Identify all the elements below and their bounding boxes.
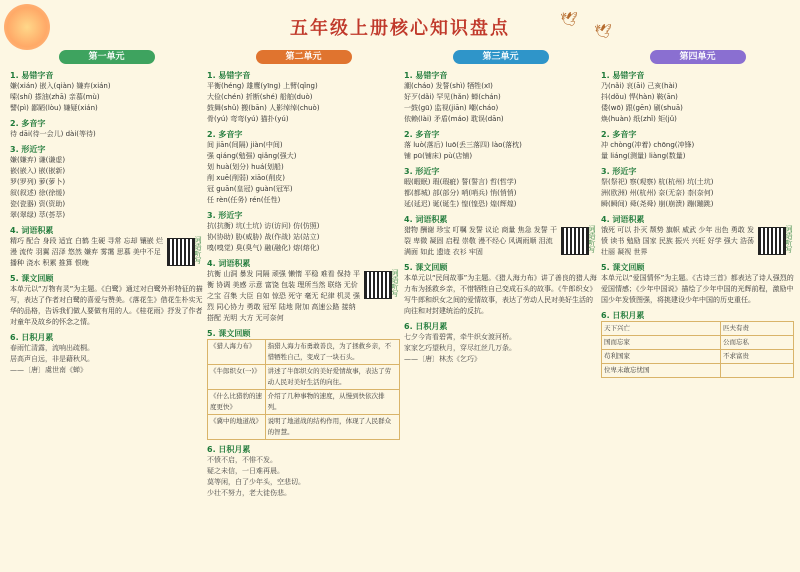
- similar-chars: 暇(暇眠) 瑕(瑕疵): [404, 178, 460, 186]
- word-list: [404, 225, 597, 258]
- table-cell: 国而忘家: [602, 336, 721, 350]
- section-title: 3. 形近字: [404, 167, 440, 176]
- section-title: 3. 形近字: [10, 145, 46, 154]
- lesson-review: 本单元以“爱国情怀”为主题。《古诗三首》都表达了诗人强烈的爱国情感；《少年中国说》描绘了少年中国的光辉前程，激励中国少年发愤图强，将挑建设少年中国的历史重任。: [601, 274, 794, 304]
- pinyin-item: 跟(gēn): [625, 104, 652, 112]
- unit1-column: [10, 50, 203, 568]
- pinyin-item: 蝉(chán): [471, 93, 501, 101]
- pinyin-item: 弯弯(yú): [230, 115, 259, 123]
- table-cell: 匹夫有责: [720, 322, 793, 336]
- table-cell: 《牛郎织女(一)》: [208, 365, 266, 390]
- similar-chars: 崩(崩溃) 蹦(蹦跳): [658, 200, 714, 208]
- pinyin-item: 矩(jǔ): [658, 115, 677, 123]
- section-title: 1. 易错字音: [601, 71, 645, 80]
- unit2-column: [207, 50, 400, 568]
- pinyin-item: 己亥(hài): [647, 82, 678, 90]
- table-cell: [720, 364, 793, 378]
- unit2-title: 第二单元: [256, 50, 352, 64]
- pinyin-item: 折断(shé): [245, 93, 278, 101]
- review-table: [207, 339, 400, 440]
- poem-line: 不愤不启，不悱不发。: [207, 456, 277, 464]
- lesson-review: 本单元以“万物有灵”为主题。《白鹭》通过对白鹭外形特征的描写，表达了作者对白鹭的喜爱与赞美。《落花生》借花生朴实无华的品格，告诉我们做人要做有用的人。《桂花雨》抒发了作者对童年及故乡的怀念之情。: [10, 285, 203, 326]
- table-row: [602, 364, 794, 378]
- vocabulary: 猎物 酬谢 珍宝 叮嘱 发誓 议论 商量 焦急 发誓 干裂 卑微 凝固 启程 崇敬 漫不经心 风调雨顺 泪流满面 如此 遗迹 衣衫 牢固: [404, 226, 558, 256]
- polyphone: 落 luò(落后) luō(丢三落四) lào(落枕): [404, 141, 522, 149]
- table-row: [208, 365, 400, 390]
- table-cell: 指猎人海力布勇敢善良，为了拯救乡亲，不惜牺牲自己，变成了一块石头。: [265, 340, 399, 365]
- pinyin-item: 依赖(lài): [404, 115, 432, 123]
- bird-icon: 🕊: [594, 24, 612, 40]
- unit3-title: 第三单元: [453, 50, 549, 64]
- table-cell: 苟利国家: [602, 350, 721, 364]
- pinyin-item: 嫌(xián): [10, 82, 38, 90]
- similar-chars: 誓(誓言) 哲(哲学): [461, 178, 517, 186]
- section-title: 1. 易错字音: [404, 71, 448, 80]
- table-cell: 不求富贵: [720, 350, 793, 364]
- polyphone: 间 jiān(间隔) jiàn(中间): [207, 141, 283, 149]
- pinyin-item: 刷(shuā): [653, 104, 683, 112]
- qr-code[interactable]: [167, 238, 195, 266]
- polyphone: 冲 chòng(冲着) chōng(冲锋): [601, 141, 695, 149]
- pinyin-item: 搽油(zhā): [34, 93, 67, 101]
- unit4-column: [601, 50, 794, 568]
- pinyin-item: 鼓舞(shǔ): [207, 104, 239, 112]
- pinyin-item: 亲慕(mù): [68, 93, 100, 101]
- similar-chars: 杭(杭州) 坑(土坑): [658, 178, 714, 186]
- section-title: 5. 课文回顾: [10, 274, 54, 283]
- pinyin-item: 嘲(cháo): [468, 104, 499, 112]
- section-title: 3. 形近字: [207, 211, 243, 220]
- similar-chars: 战(作战) 站(站立): [264, 233, 320, 241]
- word-list: [601, 225, 794, 258]
- section-title: 4. 词语积累: [404, 215, 448, 224]
- similar-chars: 罗(罗列) 萝(萝卜): [10, 178, 66, 186]
- table-row: [208, 340, 400, 365]
- section-title: 1. 易错字音: [10, 71, 54, 80]
- table-cell: 说明了地道战的结构作用，体现了人民群众的智慧。: [265, 415, 399, 440]
- similar-chars: 嫌(嫌弃) 谦(谦虚): [10, 156, 66, 164]
- pinyin-item: 乃(nǎi): [601, 82, 625, 90]
- unit3-column: [404, 50, 597, 568]
- lesson-review: 本单元以“民间故事”为主题。《猎人海力布》讲了善良的猎人海力布为拯救乡亲，不惜牺牲自己变成石头的故事。《牛郎织女》写牛郎和织女之间的爱情故事，表达了劳动人民对美好生活的向往和对封建统治的反抗。: [404, 274, 597, 315]
- poem-source: ——〔唐〕林杰《乞巧》: [404, 355, 481, 363]
- section-title: 4. 词语积累: [601, 215, 645, 224]
- qr-label: 词语听写: [588, 225, 596, 253]
- bird-icon: 🕊: [560, 12, 578, 28]
- polyphone: 划 huà(划分) huá(划船): [207, 163, 284, 171]
- pinyin-item: 船舶(duò): [279, 93, 313, 101]
- word-list: [10, 236, 203, 269]
- section-title: 6. 日积月累: [404, 322, 448, 331]
- table-row: [208, 390, 400, 415]
- poem-line: 疑之未信，一日难再晨。: [207, 467, 284, 475]
- similar-chars: 嵌(嵌入) 嵌(嵌新): [10, 167, 66, 175]
- qr-label: 词语听写: [194, 236, 202, 264]
- pinyin-item: 抖(dǒu): [601, 93, 627, 101]
- pinyin-item: 譬(pì): [10, 104, 29, 112]
- table-cell: 公而忘私: [720, 336, 793, 350]
- table-row: [602, 336, 794, 350]
- pinyin-item: 潮(cháo): [404, 82, 434, 90]
- section-title: 2. 多音字: [207, 130, 243, 139]
- similar-chars: 哨(哨兵) 悄(悄悄): [461, 189, 517, 197]
- unit1-title: 第一单元: [59, 50, 155, 64]
- section-title: 4. 词语积累: [10, 226, 54, 235]
- section-title: 1. 易错字音: [207, 71, 251, 80]
- similar-chars: 都(都城) 部(部分): [404, 189, 460, 197]
- pinyin-item: 纸(zhǐ): [633, 115, 656, 123]
- sayings-table: [601, 321, 794, 378]
- polyphone: 任 rèn(任务) rén(任性): [207, 196, 281, 204]
- section-title: 5. 课文回顾: [601, 263, 645, 272]
- section-title: 4. 词语积累: [207, 259, 251, 268]
- table-row: [602, 322, 794, 336]
- polyphone: 冠 guān(皇冠) guàn(冠军): [207, 185, 293, 193]
- pinyin-item: 雄鹰(yīng): [246, 82, 281, 90]
- pinyin-item: 一鼓(gū): [404, 104, 433, 112]
- pinyin-item: 鄙陋(lòu): [31, 104, 62, 112]
- polyphone: 量 liáng(测量) liàng(数量): [601, 152, 686, 160]
- qr-label: 词语听写: [391, 269, 399, 297]
- pinyin-item: 悍(hàn): [628, 93, 655, 101]
- section-title: 2. 多音字: [601, 130, 637, 139]
- pinyin-item: 嗦(shí): [10, 93, 33, 101]
- vocabulary: 饿死 可以 扑灭 颓势 旗帜 威武 少年 出色 勇敢 发愤 读书 勉励 国家 民族 振兴 兴旺 好学 强大 浩荡 壮丽 凝视 世界: [601, 226, 755, 256]
- similar-chars: 叙(叙述) 徐(徐缓): [10, 189, 66, 197]
- pinyin-item: 发誓(shì): [435, 82, 466, 90]
- vocabulary: 精巧 配合 身段 适宜 白鹤 生硬 寻常 忘却 镶嵌 烂漫 流传 羽翼 沼泽 悠然 嫌弃 雾霭 思慕 美中不足 播种 浇水 积累 推算 恨晚: [10, 237, 164, 267]
- section-title: 6. 日积月累: [10, 333, 54, 342]
- pinyin-item: 牺牲(xī): [467, 82, 493, 90]
- similar-chars: 惶(惶恐) 煌(辉煌): [461, 200, 517, 208]
- similar-chars: 延(延迟) 诞(诞生): [404, 200, 460, 208]
- similar-chars: 协(协助) 胁(威胁): [207, 233, 263, 241]
- poem-line: 莫等闲，白了少年头，空悲切。: [207, 478, 305, 486]
- similar-chars: 翠(翠绿) 萃(荟萃): [10, 211, 66, 219]
- pinyin-item: 大俭(chén): [207, 93, 244, 101]
- polyphone: 削 xuē(削弱) xiāo(削皮): [207, 174, 285, 182]
- pinyin-item: 鞍(ān): [656, 93, 678, 101]
- poem-line: 家家乞巧望秋月，穿尽红丝几万条。: [404, 344, 516, 352]
- similar-chars: 抗(抗衡) 坑(土坑): [207, 222, 263, 230]
- section-title: 2. 多音字: [404, 130, 440, 139]
- pinyin-item: 矛盾(máo): [433, 115, 469, 123]
- similar-chars: 瞬(瞬间) 舜(尧舜): [601, 200, 657, 208]
- poem-line: 七夕今宵看碧霄，牵牛织女渡河桥。: [404, 333, 516, 341]
- pinyin-item: 哀(āi): [626, 82, 646, 90]
- similar-chars: 嗅(嗅觉) 臭(臭气): [207, 244, 263, 252]
- section-title: 6. 日积月累: [207, 445, 251, 454]
- table-cell: 介绍了几种事物的速度，从慢到快依次排列。: [265, 390, 399, 415]
- table-cell: 位卑未敢忘忧国: [602, 364, 721, 378]
- table-row: [602, 350, 794, 364]
- qr-code[interactable]: [364, 271, 392, 299]
- polyphone: 强 qiáng(勉强) qiǎng(强大): [207, 152, 297, 160]
- pinyin-item: 上臂(qǐng): [283, 82, 318, 90]
- pinyin-item: 耽误(dān): [470, 115, 504, 123]
- section-title: 5. 课文回顾: [404, 263, 448, 272]
- similar-chars: 融(融化) 熔(熔化): [264, 244, 320, 252]
- table-cell: 《猎人海力布》: [208, 340, 266, 365]
- pinyin-item: 焕(huàn): [601, 115, 632, 123]
- poem-source: ——〔唐〕虞世南《蝉》: [10, 366, 87, 374]
- poem-line: 居高声自远，非是藉秋风。: [10, 355, 94, 363]
- section-title: 2. 多音字: [10, 119, 46, 128]
- table-cell: 讲述了牛郎织女的美好爱情故事，表达了劳动人民对美好生活的向往。: [265, 365, 399, 390]
- polyphone: 铺 pū(铺床) pù(店铺): [404, 152, 473, 160]
- similar-chars: 瓷(瓷器) 资(资助): [10, 200, 66, 208]
- qr-label: 词语听写: [785, 225, 793, 253]
- word-list: [207, 269, 400, 324]
- section-title: 3. 形近字: [601, 167, 637, 176]
- pinyin-item: 好歹(dǎi): [404, 93, 435, 101]
- pinyin-item: 罕见(hǎn): [436, 93, 469, 101]
- page-title: 五年级上册核心知识盘点: [290, 18, 510, 39]
- polyphone: 待 dāi(待一会儿) dài(等待): [10, 130, 96, 138]
- similar-chars: 洲(欧洲) 州(杭州): [601, 189, 657, 197]
- pinyin-item: 猫扑(yú): [260, 115, 289, 123]
- pinyin-item: 嫌弃(xián): [76, 82, 111, 90]
- pinyin-item: 嵌入(qiàn): [39, 82, 75, 90]
- similar-chars: 祭(祭祀) 察(观察): [601, 178, 657, 186]
- pinyin-item: 倭(wō): [601, 104, 624, 112]
- table-cell: 《冀中的地道战》: [208, 415, 266, 440]
- similar-chars: 访(访问) 仿(仿照): [264, 222, 320, 230]
- table-cell: 天下兴亡: [602, 322, 721, 336]
- table-cell: 《什么比猎豹的速度更快》: [208, 390, 266, 415]
- qr-code[interactable]: [561, 227, 589, 255]
- vocabulary: 抗衡 山洞 暴发 同隔 顽强 懒惰 平稳 难看 保持 平衡 协调 美感 示意 富饶 包装 理所当然 联络 无价之宝 召集 大臣 自如 惊恐 死守 毫无 纪律 机灵 强烈 同心协力 勇敢 冠军 陆地 附加 高速公路 接纳 搭配 光明 大方 无可奈何: [207, 270, 361, 322]
- poem-line: 春雨忙清露，流响出疏桐。: [10, 344, 94, 352]
- section-title: 5. 课文回顾: [207, 329, 251, 338]
- section-title: 6. 日积月累: [601, 311, 645, 320]
- pinyin-item: 嫌疑(xián): [63, 104, 98, 112]
- unit4-title: 第四单元: [650, 50, 746, 64]
- table-row: [208, 415, 400, 440]
- pinyin-item: 监视(jiān): [434, 104, 467, 112]
- pinyin-item: 搬(bān): [241, 104, 267, 112]
- pinyin-item: 人影绰绰(chuò): [269, 104, 320, 112]
- similar-chars: 奈(无奈) 柰(奈何): [658, 189, 714, 197]
- qr-code[interactable]: [758, 227, 786, 255]
- poem-line: 少壮不努力，老大徒伤悲。: [207, 489, 291, 497]
- pinyin-item: 平衡(héng): [207, 82, 245, 90]
- pinyin-item: 骨(yú): [207, 115, 229, 123]
